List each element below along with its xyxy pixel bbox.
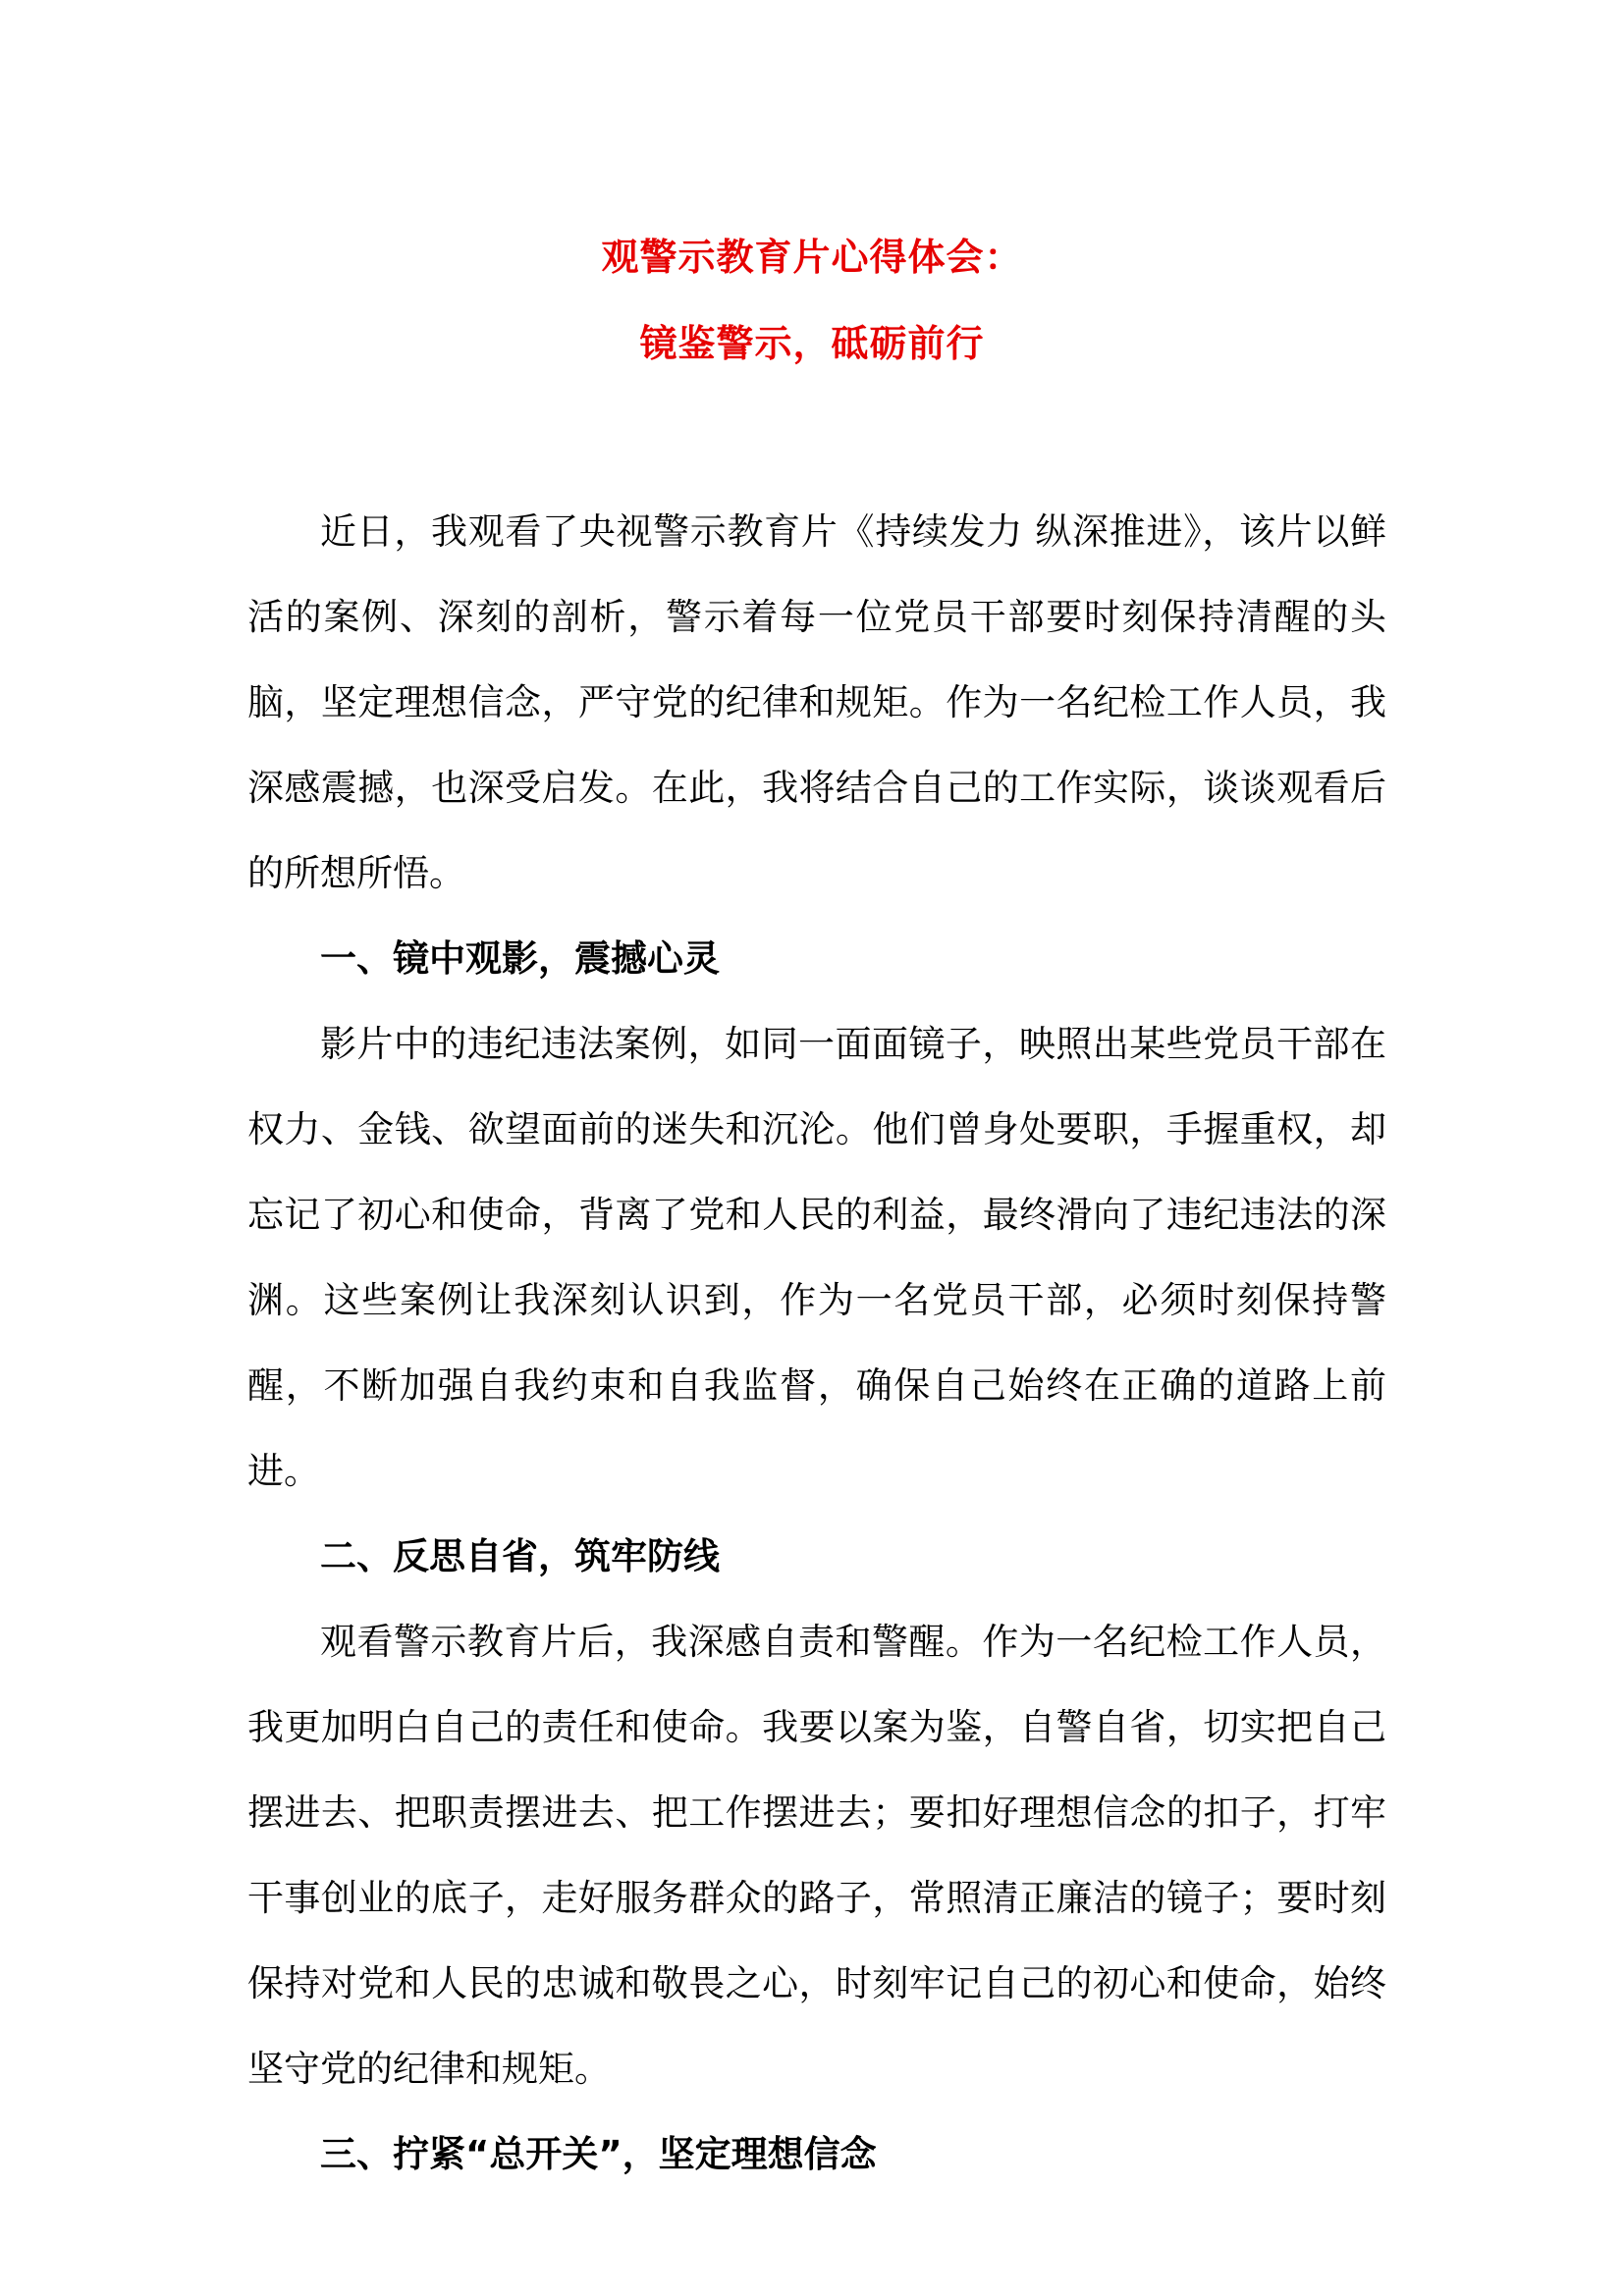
section-heading-2: 二、反思自省，筑牢防线 [320, 1535, 720, 1577]
document-body [247, 489, 1386, 2197]
intro-paragraph: 近日，我观看了央视警示教育片《持续发力 纵深推进》，该片以鲜活的案例、深刻的剖析，警示着每一位党员干部要时刻保持清醒的头脑，坚定理想信念，严守党的纪律和规矩。作为一名纪检工作人员，我深感震撼，也深受启发。在此，我将结合自己的工作实际，谈谈观看后的所想所悟。 [247, 510, 1386, 894]
document-title-line-1: 观警示教育片心得体会： [601, 236, 1023, 279]
section-heading-3: 三、拧紧“总开关”，坚定理想信念 [320, 2133, 877, 2175]
section-body-2: 观看警示教育片后，我深感自责和警醒。作为一名纪检工作人员，我更加明白自己的责任和使命。我要以案为鉴，自警自省，切实把自己摆进去、把职责摆进去、把工作摆进去；要扣好理想信念的扣子，打牢干事创业的底子，走好服务群众的路子，常照清正廉洁的镜子；要时刻保持对党和人民的忠诚和敬畏之心，时刻牢记自己的初心和使命，始终坚守党的纪律和规矩。 [247, 1621, 1386, 2090]
document-title-line-2: 镜鉴警示，砥砺前行 [639, 322, 985, 365]
section-heading-1: 一、镜中观影，震撼心灵 [320, 937, 720, 980]
section-body-1: 影片中的违纪违法案例，如同一面面镜子，映照出某些党员干部在权力、金钱、欲望面前的迷失和沉沦。他们曾身处要职，手握重权，却忘记了初心和使命，背离了党和人民的利益，最终滑向了违纪违法的深渊。这些案例让我深刻认识到，作为一名党员干部，必须时刻保持警醒，不断加强自我约束和自我监督，确保自己始终在正确的道路上前进。 [247, 1023, 1386, 1492]
